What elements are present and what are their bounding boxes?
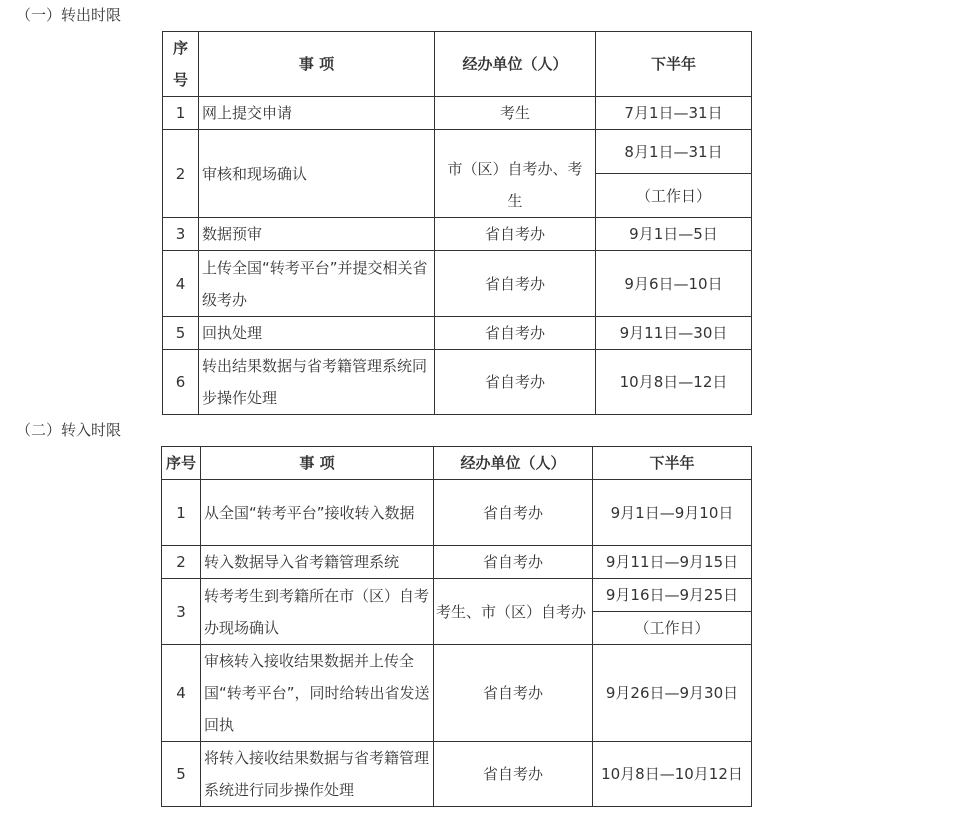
- row-period-note: （工作日）: [596, 174, 752, 218]
- table-row: [163, 317, 752, 350]
- header-seq: 序号: [163, 32, 199, 97]
- header-period: 下半年: [593, 447, 752, 480]
- row-seq: 5: [162, 742, 201, 807]
- header-seq: 序号: [162, 447, 201, 480]
- transfer-out-table: [162, 31, 752, 415]
- table-header-row: [163, 32, 752, 97]
- row-seq: 1: [162, 480, 201, 546]
- table-row: [162, 645, 752, 742]
- row-period: 9月16日—9月25日: [593, 579, 752, 612]
- row-seq: 2: [162, 546, 201, 579]
- table-row: [163, 218, 752, 251]
- row-item: 回执处理: [199, 317, 435, 350]
- row-item: 审核和现场确认: [199, 130, 435, 218]
- row-item: 转入数据导入省考籍管理系统: [201, 546, 434, 579]
- section-title-transfer-out: （一）转出时限: [16, 6, 122, 24]
- transfer-in-table: [161, 446, 752, 807]
- row-item: 上传全国“转考平台”并提交相关省级考办: [199, 251, 435, 317]
- row-seq: 5: [163, 317, 199, 350]
- row-seq: 1: [163, 97, 199, 130]
- row-seq: 4: [163, 251, 199, 317]
- row-item: 审核转入接收结果数据并上传全国“转考平台”，同时给转出省发送回执: [201, 645, 434, 742]
- row-unit: 省自考办: [435, 317, 596, 350]
- row-seq: 2: [163, 130, 199, 218]
- row-item: 从全国“转考平台”接收转入数据: [201, 480, 434, 546]
- row-unit: 考生、市（区）自考办: [434, 579, 593, 645]
- row-item: 转考考生到考籍所在市（区）自考办现场确认: [201, 579, 434, 645]
- row-period: 9月11日—9月15日: [593, 546, 752, 579]
- row-unit: 省自考办: [435, 350, 596, 415]
- row-period: 10月8日—12日: [596, 350, 752, 415]
- row-item: 转出结果数据与省考籍管理系统同步操作处理: [199, 350, 435, 415]
- section-title-transfer-in: （二）转入时限: [16, 421, 122, 439]
- row-period: 9月1日—5日: [596, 218, 752, 251]
- table-row: [163, 251, 752, 317]
- row-seq: 6: [163, 350, 199, 415]
- row-item: 网上提交申请: [199, 97, 435, 130]
- table-row: [162, 579, 752, 612]
- row-period: 7月1日—31日: [596, 97, 752, 130]
- row-unit: 市（区）自考办、考生: [435, 130, 596, 218]
- table-row: [163, 97, 752, 130]
- row-unit: 省自考办: [434, 742, 593, 807]
- row-period: 9月6日—10日: [596, 251, 752, 317]
- row-seq: 3: [162, 579, 201, 645]
- table-row: [162, 546, 752, 579]
- header-period: 下半年: [596, 32, 752, 97]
- row-unit: 考生: [435, 97, 596, 130]
- row-period: 8月1日—31日: [596, 130, 752, 174]
- table-row: [163, 130, 752, 174]
- row-period: 9月1日—9月10日: [593, 480, 752, 546]
- row-unit: 省自考办: [434, 645, 593, 742]
- header-item: 事 项: [199, 32, 435, 97]
- table-row: [162, 742, 752, 807]
- table-header-row: [162, 447, 752, 480]
- row-period: 10月8日—10月12日: [593, 742, 752, 807]
- row-unit: 省自考办: [434, 546, 593, 579]
- row-unit: 省自考办: [435, 218, 596, 251]
- row-period: 9月26日—9月30日: [593, 645, 752, 742]
- header-unit: 经办单位（人）: [435, 32, 596, 97]
- row-period-note: （工作日）: [593, 612, 752, 645]
- row-seq: 3: [163, 218, 199, 251]
- row-seq: 4: [162, 645, 201, 742]
- row-unit: 省自考办: [434, 480, 593, 546]
- row-unit: 省自考办: [435, 251, 596, 317]
- row-item: 将转入接收结果数据与省考籍管理系统进行同步操作处理: [201, 742, 434, 807]
- table-row: [162, 480, 752, 546]
- header-item: 事 项: [201, 447, 434, 480]
- table-row: [163, 350, 752, 415]
- row-period: 9月11日—30日: [596, 317, 752, 350]
- row-item: 数据预审: [199, 218, 435, 251]
- header-unit: 经办单位（人）: [434, 447, 593, 480]
